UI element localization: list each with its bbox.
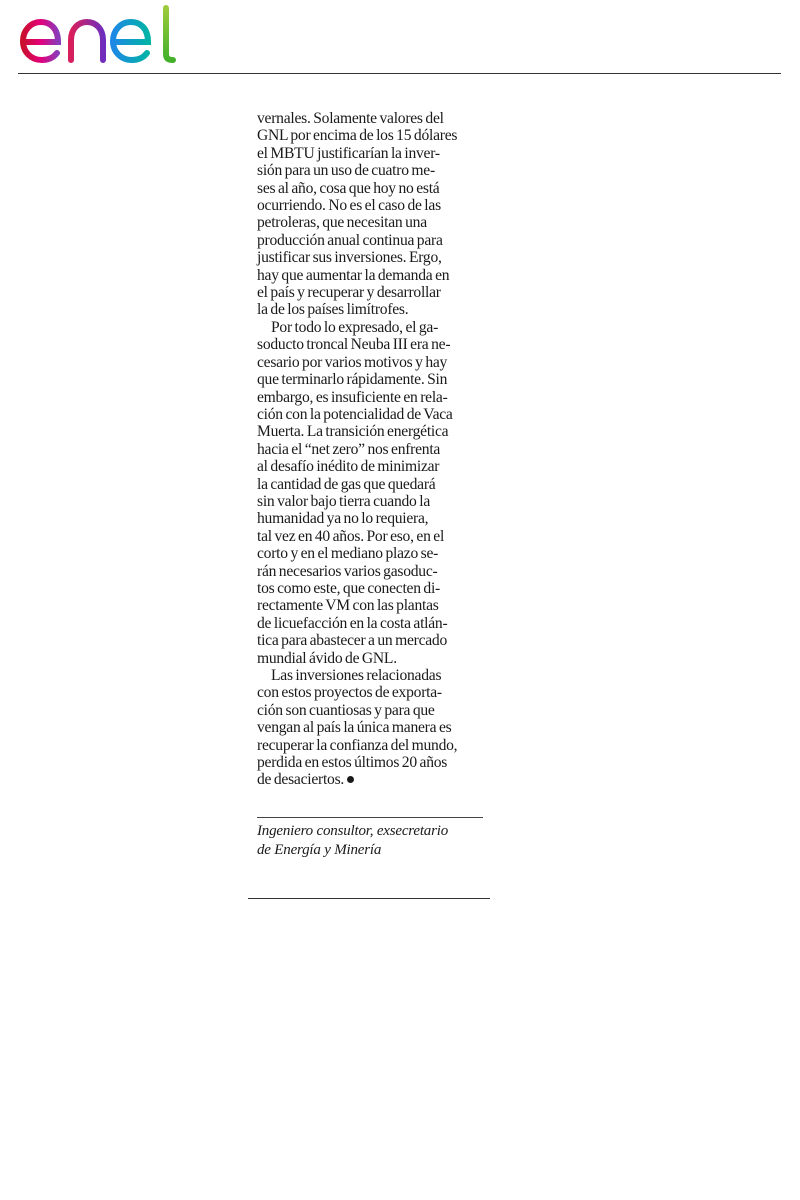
text-line: tos como este, que conecten di- xyxy=(257,579,440,597)
author-signature xyxy=(257,822,487,860)
text-line: recuperar la confianza del mundo, xyxy=(257,736,458,754)
text-line: la de los países limítrofes. xyxy=(257,301,409,319)
article-end-divider xyxy=(248,898,490,899)
text-line: cesario por varios motivos y hay xyxy=(257,353,448,371)
paragraph-2 xyxy=(257,319,484,667)
text-line: justificar sus inversiones. Ergo, xyxy=(257,249,442,267)
paragraph-1 xyxy=(257,110,484,319)
text-line: de desaciertos. xyxy=(257,771,345,789)
enel-logo-icon xyxy=(16,4,181,68)
text-line: GNL por encima de los 15 dólares xyxy=(257,127,458,145)
text-line: tica para abastecer a un mercado xyxy=(257,632,448,650)
text-line: hay que aumentar la demanda en xyxy=(257,266,450,284)
text-line: ocurriendo. No es el caso de las xyxy=(257,197,441,215)
text-line: corto y en el mediano plazo se- xyxy=(257,545,439,563)
text-line: el MBTU justificarían la inver- xyxy=(257,144,440,162)
paragraph-3 xyxy=(257,667,484,789)
text-line: Por todo lo expresado, el ga- xyxy=(271,318,439,336)
text-line: tal vez en 40 años. Por eso, en el xyxy=(257,527,445,545)
article-column xyxy=(257,110,484,789)
text-line: rectamente VM con las plantas xyxy=(257,597,439,615)
text-line: al desafío inédito de minimizar xyxy=(257,458,440,476)
text-line: ción son cuantiosas y para que xyxy=(257,701,435,719)
text-line: el país y recuperar y desarrollar xyxy=(257,284,441,302)
text-line: mundial ávido de GNL. xyxy=(257,649,397,667)
text-line: Las inversiones relacionadas xyxy=(271,667,442,684)
text-line: perdida en estos últimos 20 años xyxy=(257,754,448,772)
end-of-article-bullet-icon xyxy=(347,776,354,783)
text-line: petroleras, que necesitan una xyxy=(257,214,427,232)
text-line: hacia el “net zero” nos enfrenta xyxy=(257,440,441,458)
text-line: embargo, es insuficiente en rela- xyxy=(257,388,448,406)
text-line: vengan al país la única manera es xyxy=(257,719,452,737)
text-line: sin valor bajo tierra cuando la xyxy=(257,492,431,510)
text-line: soducto troncal Neuba III era ne- xyxy=(257,336,451,354)
text-line: ción con la potencialidad de Vaca xyxy=(257,405,453,423)
text-line: Muerta. La transición energética xyxy=(257,423,449,441)
text-line: rán necesarios varios gasoduc- xyxy=(257,562,438,580)
signature-line: de Energía y Minería xyxy=(257,842,382,858)
text-line: que terminarlo rápidamente. Sin xyxy=(257,371,448,389)
enel-logo xyxy=(16,4,181,68)
signature-line: Ingeniero consultor, exsecretario xyxy=(257,823,448,839)
text-line: la cantidad de gas que quedará xyxy=(257,475,436,493)
text-line-final xyxy=(257,771,484,788)
text-line: sión para un uso de cuatro me- xyxy=(257,162,435,180)
header-divider xyxy=(18,73,781,74)
text-line: de licuefacción en la costa atlán- xyxy=(257,614,448,632)
signature-divider xyxy=(257,817,483,818)
text-line: humanidad ya no lo requiera, xyxy=(257,510,429,528)
text-line: producción anual continua para xyxy=(257,231,443,249)
text-line: ses al año, cosa que hoy no está xyxy=(257,179,440,197)
text-line: vernales. Solamente valores del xyxy=(257,110,444,127)
text-line: con estos proyectos de exporta- xyxy=(257,684,442,702)
